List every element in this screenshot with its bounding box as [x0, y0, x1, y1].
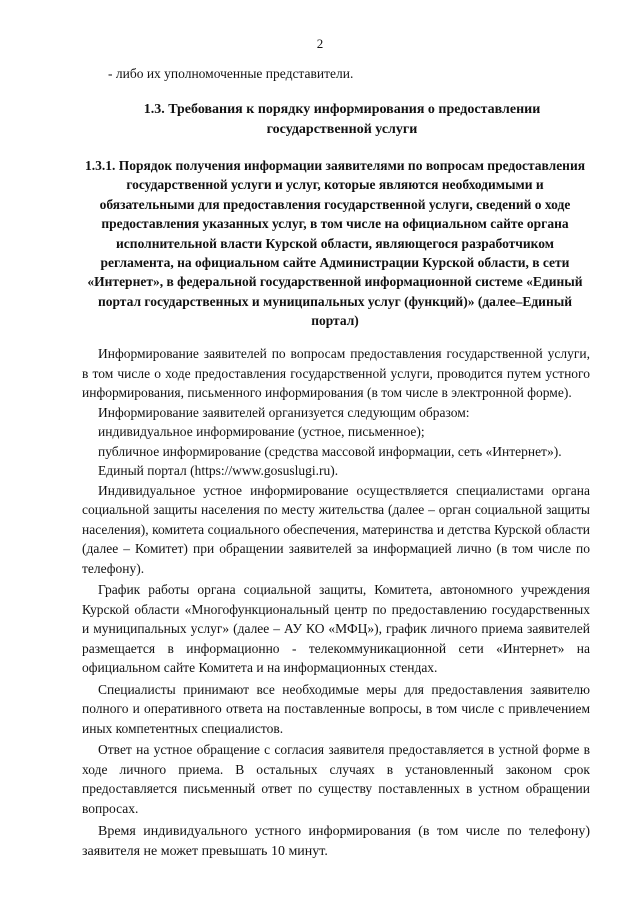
- paragraph: Специалисты принимают все необходимые меры для предоставления заявителю полного и оперативного ответа на поставленные вопросы, в том числе с привлечением иных компетентных специалистов.: [82, 681, 590, 736]
- subsection-heading: 1.3.1. Порядок получения информации заявителями по вопросам предоставления государственной услуги и услуг, которые являются необходимыми и обязательными для предоставления государственной услуги, сведений о ходе предоставления указанных услуг, в том числе на официальном сайте органа исполнительной власти Курской области, являющегося разработчиком регламента, на официальном сайте Администрации Курской области, в сети «Интернет», в федеральной государственной информационной системе «Единый портал государственных и муниципальных услуг (функций)» (далее–Единый портал): [84, 158, 586, 329]
- body-text: [82, 344, 590, 861]
- paragraph: Индивидуальное устное информирование осуществляется специалистами органа социальной защиты населения по месту жительства (далее – орган социальной защиты населения), комитета социального обеспечения, материнства и детства Курской области (далее – Комитет) при обращении заявителей за информацией лично (в том числе по телефону).: [82, 482, 590, 576]
- section-heading: 1.3. Требования к порядку информирования о предоставлении государственной услуги: [143, 102, 541, 137]
- paragraph: Информирование заявителей организуется следующим образом:: [98, 404, 470, 420]
- paragraph: Информирование заявителей по вопросам предоставления государственной услуги, в том числе о ходе предоставления государственной услуги, проводится путем устного информирования, письменного информирования (в том числе в электронной форме).: [82, 346, 590, 400]
- paragraph: индивидуальное информирование (устное, письменное);: [98, 424, 425, 439]
- paragraph: публичное информирование (средства массовой информации, сеть «Интернет»).: [98, 443, 562, 459]
- paragraph: График работы органа социальной защиты, Комитета, автономного учреждения Курской области «Многофункциональный центр по предоставлению государственных и муниципальных услуг» (далее – АУ КО «МФЦ»), график личного приема заявителей размещается в информационно - телекоммуникационной сети «Интернет» на официальном сайте Комитета и на информационных стендах.: [82, 582, 590, 675]
- page-number: 2: [316, 36, 324, 51]
- intro-line: - либо их уполномоченные представители.: [108, 66, 354, 81]
- paragraph: Время индивидуального устного информирования (в том числе по телефону) заявителя не может превышать 10 минут.: [82, 824, 590, 859]
- paragraph: Ответ на устное обращение с согласия заявителя предоставляется в устной форме в ходе личного приема. В остальных случаях в установленный законом срок предоставляется письменный ответ по существу поставленных в устном обращении вопросах.: [82, 742, 590, 816]
- paragraph: Единый портал (https://www.gosuslugi.ru).: [98, 463, 339, 478]
